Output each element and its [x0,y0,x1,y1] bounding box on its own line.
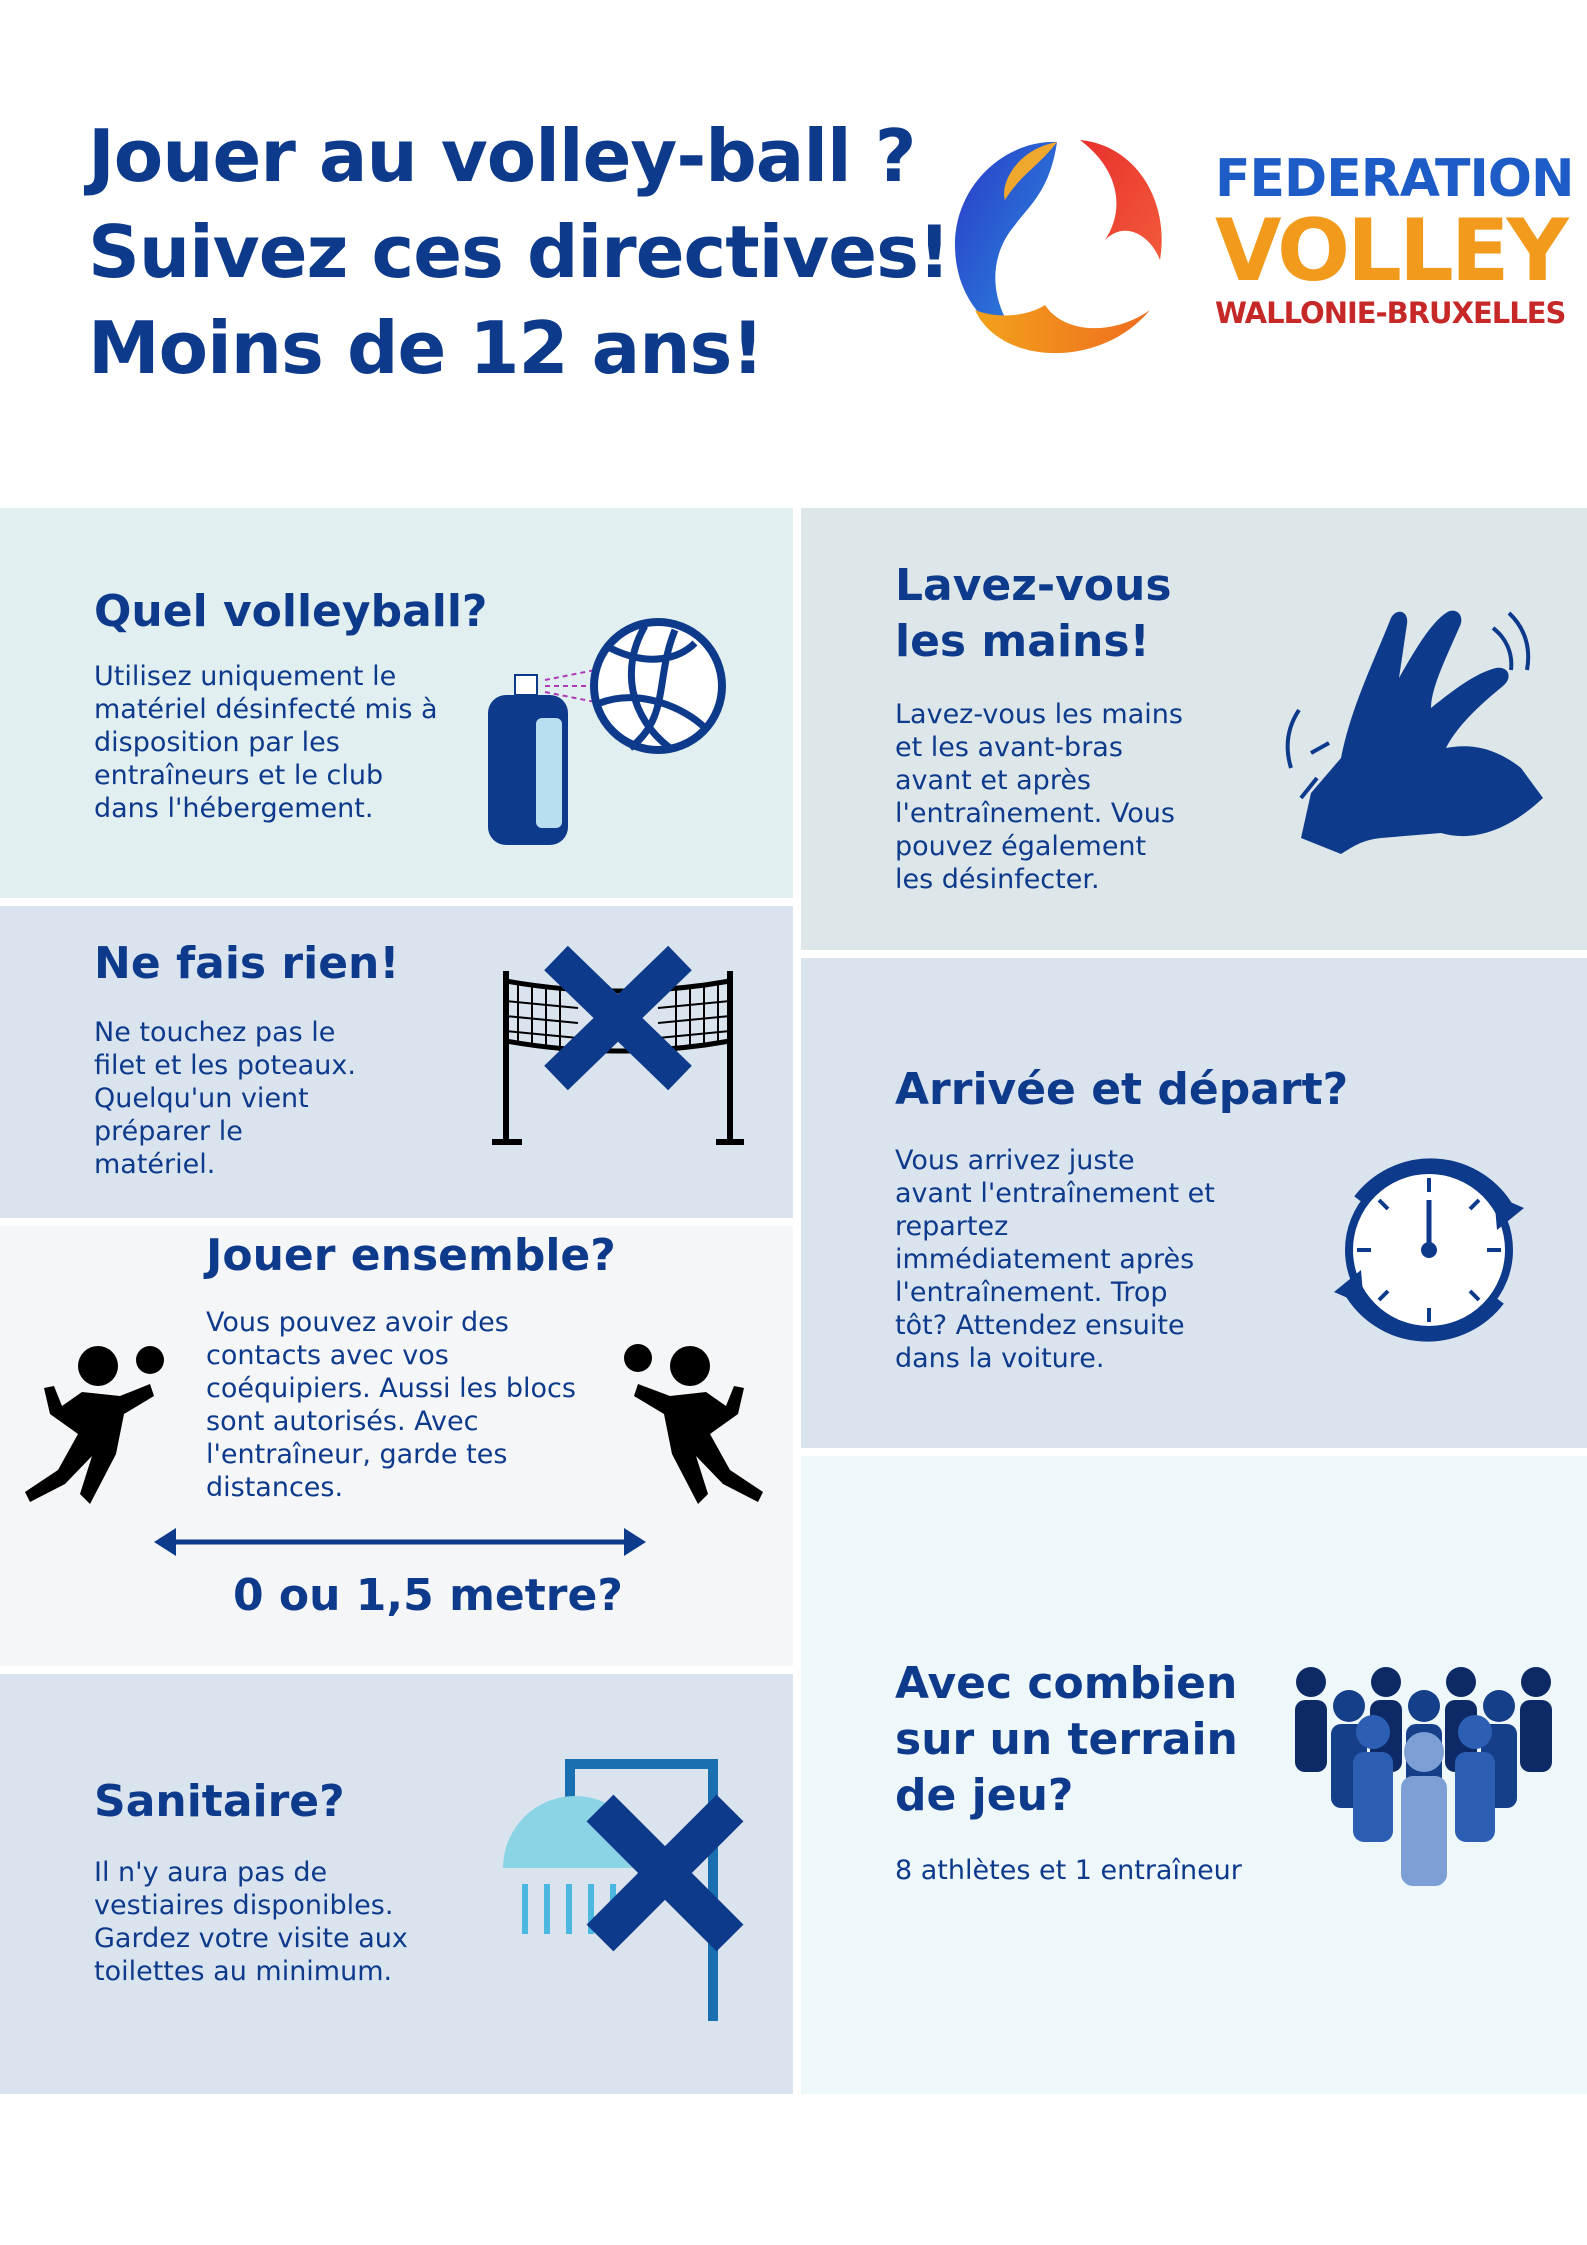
spray-ball-icon [470,608,730,858]
panel-hands-heading: Lavez-vous les mains! [895,560,1172,667]
logo-line-volley: VOLLEY [1215,201,1566,301]
group-icon [1291,1666,1561,1896]
panel-together-distance: 0 ou 1,5 metre? [233,1570,623,1621]
title-line-3: Moins de 12 ans! [88,306,764,390]
panel-volleyball-heading: Quel volleyball? [94,586,488,637]
panel-together [0,1226,793,1666]
volleyball-swirl-icon [945,130,1185,360]
federation-logo [945,130,1574,360]
panel-sanitary-text: Il n'y aura pas de vestiaires disponibles. Gardez votre visite aux toilettes au minimum. [94,1857,408,1987]
double-arrow-icon [150,1522,650,1562]
title-line-1: Jouer au volley-ball ? [88,114,916,198]
panel-hands-text: Lavez-vous les mains et les avant-bras avant et après l'entraînement. Vous pouvez également les désinfecter. [895,699,1183,895]
clapping-hands-icon [1281,598,1551,858]
panel-net [0,906,793,1218]
logo-line-federation: FEDERATION [1215,149,1574,209]
panel-arrival-text: Vous arrivez juste avant l'entraînement et repartez immédiatement après l'entraînement. Trop tôt? Attendez ensuite dans la voiture. [895,1145,1215,1374]
panel-count-heading: Avec combien sur un terrain de jeu? [895,1658,1238,1821]
shower-cross-icon [495,1756,765,2026]
panel-net-text: Ne touchez pas le filet et les poteaux. Quelqu'un vient préparer le matériel. [94,1017,356,1180]
panel-net-heading: Ne fais rien! [94,938,400,989]
panel-hands [801,508,1587,950]
logo-line-region: WALLONIE-BRUXELLES [1215,296,1566,330]
clock-cycle-icon [1319,1150,1539,1350]
crossed-net-icon [488,946,748,1156]
panel-together-text: Vous pouvez avoir des contacts avec vos coéquipiers. Aussi les blocs sont autorisés. Avec l'entraîneur, garde tes distances. [206,1307,576,1503]
panel-arrival-heading: Arrivée et départ? [895,1064,1349,1115]
title-line-2: Suivez ces directives! [88,210,950,294]
panel-arrival [801,958,1587,1448]
panel-count [801,1456,1587,2094]
panel-volleyball [0,508,793,898]
panel-count-text: 8 athlètes et 1 entraîneur [895,1855,1242,1886]
logo-wordmark [1215,150,1574,332]
panel-sanitary [0,1674,793,2094]
panel-sanitary-heading: Sanitaire? [94,1776,345,1827]
panel-volleyball-text: Utilisez uniquement le matériel désinfecté mis à disposition par les entraîneurs et le club dans l'hébergement. [94,661,438,824]
page-title [88,108,950,396]
panel-together-heading: Jouer ensemble? [206,1230,616,1281]
